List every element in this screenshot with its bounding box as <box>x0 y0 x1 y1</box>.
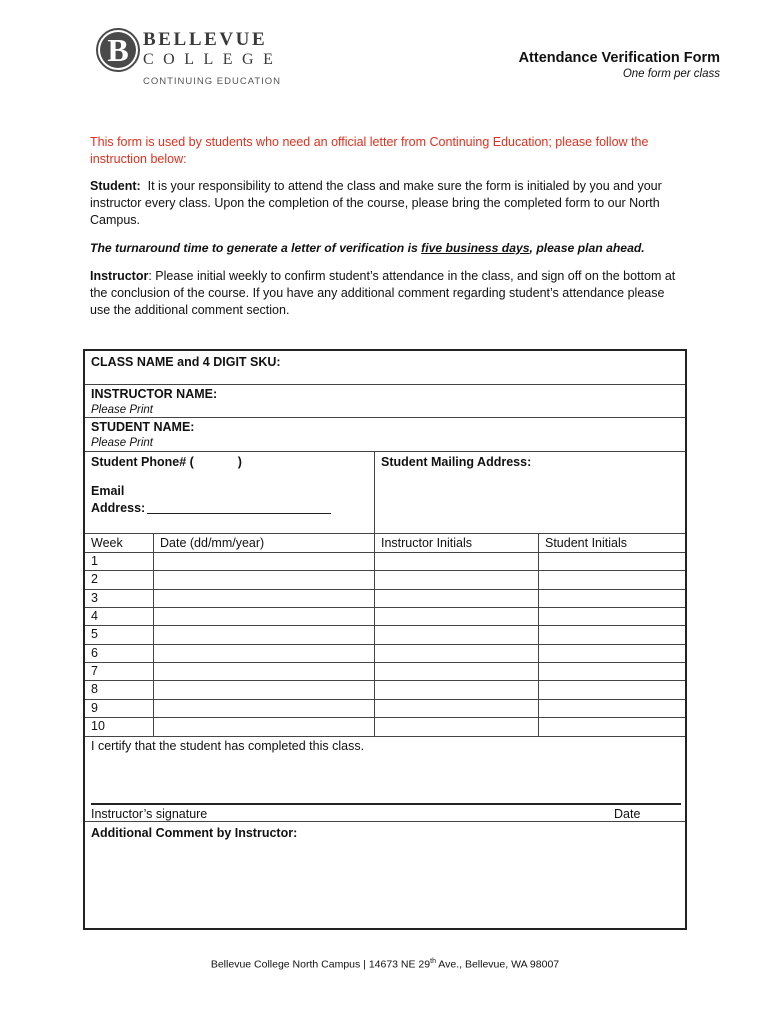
column-header-instructor-initials: Instructor Initials <box>381 536 473 550</box>
intro-text: This form is used by students who need an official letter from Continuing Education; please follow the instruction below: <box>90 135 649 166</box>
instructor-instructions <box>90 268 680 319</box>
turnaround-before: The turnaround time to generate a letter of verification is <box>90 241 422 255</box>
class-name-label: CLASS NAME and 4 DIGIT SKU: <box>91 355 281 369</box>
week-number: 6 <box>91 646 98 660</box>
form-title: Attendance Verification Form <box>518 50 720 66</box>
student-text: It is your responsibility to attend the class and make sure the form is initialed by you and your instructor every class. Upon the completion of the course, please bring the completed form to our North Campus. <box>90 179 662 227</box>
phone-label-close: ) <box>237 455 242 469</box>
turnaround-underlined: five business days <box>421 241 530 255</box>
week-number: 5 <box>91 627 98 641</box>
footer-superscript: th <box>430 958 436 965</box>
additional-comment-field[interactable] <box>91 843 681 925</box>
mailing-address-field[interactable] <box>381 473 681 529</box>
week-number: 1 <box>91 554 98 568</box>
additional-comment-label: Additional Comment by Instructor: <box>91 826 298 840</box>
email-address-field[interactable] <box>149 497 331 513</box>
student-phone-label <box>91 454 242 470</box>
student-name-label: STUDENT NAME: <box>91 420 195 434</box>
week-number: 3 <box>91 591 98 605</box>
week-number: 4 <box>91 609 98 623</box>
instructor-text: : Please initial weekly to confirm student’s attendance in the class, and sign off on the bottom at the conclusion of the course. If you have any additional comment regarding student’s attendance please use the additional comment section. <box>90 269 676 317</box>
footer-text-after: Ave., Bellevue, WA 98007 <box>435 958 560 971</box>
student-label: Student: <box>90 179 141 193</box>
signature-label: Instructor’s signature <box>91 807 208 821</box>
footer-address <box>0 958 770 971</box>
email-label: Email <box>91 484 125 498</box>
college-logo-mark <box>96 28 140 72</box>
week-number: 9 <box>91 701 98 715</box>
logo-letter: B <box>107 32 129 68</box>
turnaround-notice <box>90 240 680 257</box>
column-header-date: Date (dd/mm/year) <box>160 536 265 550</box>
instructor-label: Instructor <box>90 269 149 283</box>
attendance-form-table <box>83 349 687 930</box>
form-subtitle: One form per class <box>622 68 720 80</box>
class-name-field[interactable] <box>385 354 675 382</box>
logo-wordmark-continuing-education: CONTINUING EDUCATION <box>143 76 282 87</box>
week-number: 7 <box>91 664 98 678</box>
footer-text-before: Bellevue College North Campus | 14673 NE 29 <box>210 958 431 971</box>
instructor-signature-field[interactable] <box>91 756 681 801</box>
student-instructions <box>90 178 680 229</box>
student-name-field[interactable] <box>285 420 681 448</box>
instructor-name-field[interactable] <box>285 387 681 415</box>
date-label: Date <box>614 807 641 821</box>
email-address-label: Address: <box>91 501 146 515</box>
week-number: 2 <box>91 572 98 586</box>
student-name-hint: Please Print <box>91 437 154 449</box>
column-header-week: Week <box>91 536 123 550</box>
turnaround-after: , please plan ahead. <box>529 241 645 255</box>
week-number: 10 <box>91 719 105 733</box>
logo-wordmark-college: COLLEGE <box>143 51 283 68</box>
certify-text: I certify that the student has completed this class. <box>91 739 365 753</box>
logo-wordmark-bellevue: BELLEVUE <box>143 29 268 50</box>
instructor-name-label: INSTRUCTOR NAME: <box>91 387 218 401</box>
week-number: 8 <box>91 682 98 696</box>
instructor-name-hint: Please Print <box>91 404 154 416</box>
column-header-student-initials: Student Initials <box>545 536 627 550</box>
phone-label-text: Student Phone# ( <box>91 455 194 469</box>
mailing-address-label: Student Mailing Address: <box>381 455 532 469</box>
